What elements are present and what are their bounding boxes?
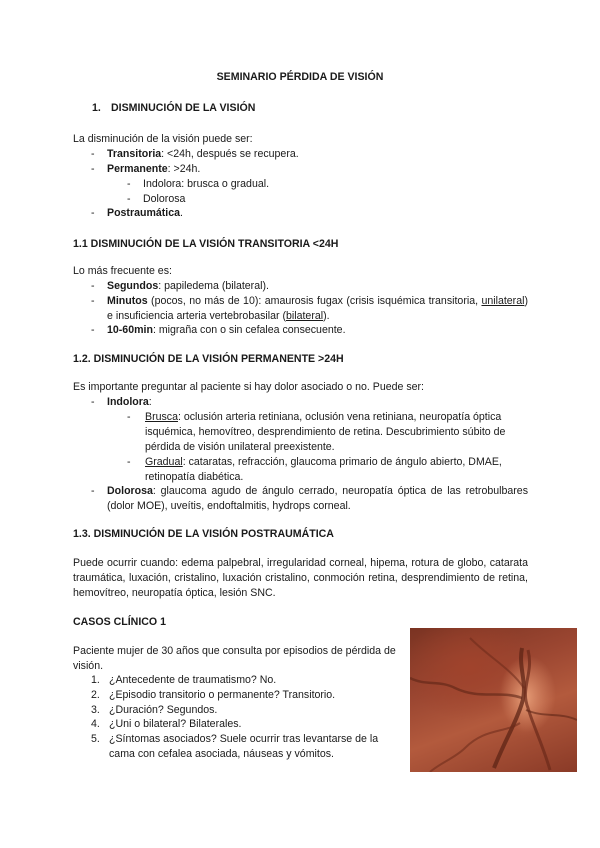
sub-item-text: Indolora: brusca o gradual. [143,178,270,190]
list-item [91,703,401,718]
term-text: ) e insuficiencia arteria vertebrobasilar ( [107,295,528,322]
sub-item-gradual [127,455,528,485]
term-text: : [148,396,152,408]
item-number: 3. [91,704,100,716]
term-brusca: Brusca [145,411,178,423]
fundus-vessels-icon [410,628,577,772]
sub-item-brusca [127,410,528,455]
term-permanente: Permanente [107,163,168,175]
section-1-3-heading: 1.3. DISMINUCIÓN DE LA VISIÓN POSTRAUMÁTICA [73,528,334,540]
bullet-dash: - [91,207,95,219]
section-1-1-intro: Lo más frecuente es: [73,265,172,277]
sub-item-dolorosa [127,192,185,207]
item-number: 2. [91,689,100,701]
list-item-dolorosa [91,484,528,514]
section-1-2-heading: 1.2. DISMINUCIÓN DE LA VISIÓN PERMANENTE >24H [73,353,344,365]
section-1-heading [92,101,255,116]
section-heading-text: DISMINUCIÓN DE LA VISIÓN [111,102,256,114]
bullet-dash: - [91,148,95,160]
term-text: : >24h. [167,163,201,175]
case-intro: Paciente mujer de 30 años que consulta por episodios de pérdida de visión. [73,645,396,672]
sub-item-indolora [127,177,269,192]
bullet-dash: - [127,411,131,423]
bullet-dash: - [91,163,95,175]
item-text: ¿Antecedente de traumatismo? No. [109,674,277,686]
term-bilateral: bilateral [286,310,324,322]
term-indolora: Indolora [107,396,149,408]
item-number: 1. [91,674,100,686]
case-heading: CASOS CLÍNICO 1 [73,616,167,628]
term-dolorosa: Dolorosa [107,485,153,497]
section-number: 1. [92,102,101,114]
bullet-dash: - [127,193,131,205]
page-title: SEMINARIO PÉRDIDA DE VISIÓN [216,71,384,83]
term-text: : cataratas, refracción, glaucoma primario de ángulo abierto, DMAE, retinopatía diabética. [145,456,502,483]
list-item-10-60min [91,323,346,338]
bullet-dash: - [91,280,95,292]
list-item-postraumatica [91,206,183,221]
item-number: 5. [91,733,100,745]
term-text: : glaucoma agudo de ángulo cerrado, neuropatía óptica de las retrobulbares (dolor MOE), uveítis, endoftalmitis, hydrops corneal. [107,485,528,512]
term-text: ). [323,310,330,322]
list-item-minutos [91,294,528,324]
term-text: (pocos, no más de 10): amaurosis fugax (crisis isquémica transitoria, [147,295,479,307]
term-minutos: Minutos [107,295,148,307]
list-item [91,673,401,688]
item-text: ¿Duración? Segundos. [109,704,218,716]
term-unilateral: unilateral [481,295,525,307]
list-item-segundos [91,279,269,294]
term-text: : <24h, después se recupera. [161,148,299,160]
term-text: . [180,207,183,219]
bullet-dash: - [91,485,95,497]
term-text: : oclusión arteria retiniana, oclusión vena retiniana, neuropatía óptica isquémica, hemovítreo, desprendimiento de retina. Descubrimiento súbito de pérdida de visión unilateral preexistente. [145,411,506,453]
section-1-3-text: Puede ocurrir cuando: edema palpebral, irregularidad corneal, hipema, rotura de globo, catarata traumática, luxación, cristalino, luxación cristalino, conmoción retina, desprendimiento de retina, hemovítreo, neuropatía óptica, lesión SNC. [73,557,528,599]
term-postraumatica: Postraumática [107,207,181,219]
item-text: ¿Síntomas asociados? Suele ocurrir tras levantarse de la cama con cefalea asociada, náuseas y vómitos. [109,733,379,760]
section-1-1-heading: 1.1 DISMINUCIÓN DE LA VISIÓN TRANSITORIA <24H [73,238,339,250]
list-item [91,717,401,732]
term-10-60min: 10-60min [107,324,153,336]
term-transitoria: Transitoria [107,148,162,160]
list-item [91,688,401,703]
section-1-intro: La disminución de la visión puede ser: [73,133,253,145]
bullet-dash: - [127,178,131,190]
item-number: 4. [91,718,100,730]
fundus-photo [410,628,577,772]
section-1-2-intro: Es importante preguntar al paciente si hay dolor asociado o no. Puede ser: [73,381,424,393]
term-segundos: Segundos [107,280,159,292]
bullet-dash: - [127,456,131,468]
list-item-indolora [91,395,152,410]
list-item-transitoria [91,147,299,162]
bullet-dash: - [91,396,95,408]
list-item [91,732,401,762]
item-text: ¿Episodio transitorio o permanente? Transitorio. [109,689,336,701]
term-gradual: Gradual [145,456,183,468]
term-text: : migraña con o sin cefalea consecuente. [152,324,346,336]
term-text: : papiledema (bilateral). [158,280,269,292]
bullet-dash: - [91,324,95,336]
sub-item-text: Dolorosa [143,193,186,205]
bullet-dash: - [91,295,95,307]
list-item-permanente [91,162,200,177]
item-text: ¿Uni o bilateral? Bilaterales. [109,718,242,730]
